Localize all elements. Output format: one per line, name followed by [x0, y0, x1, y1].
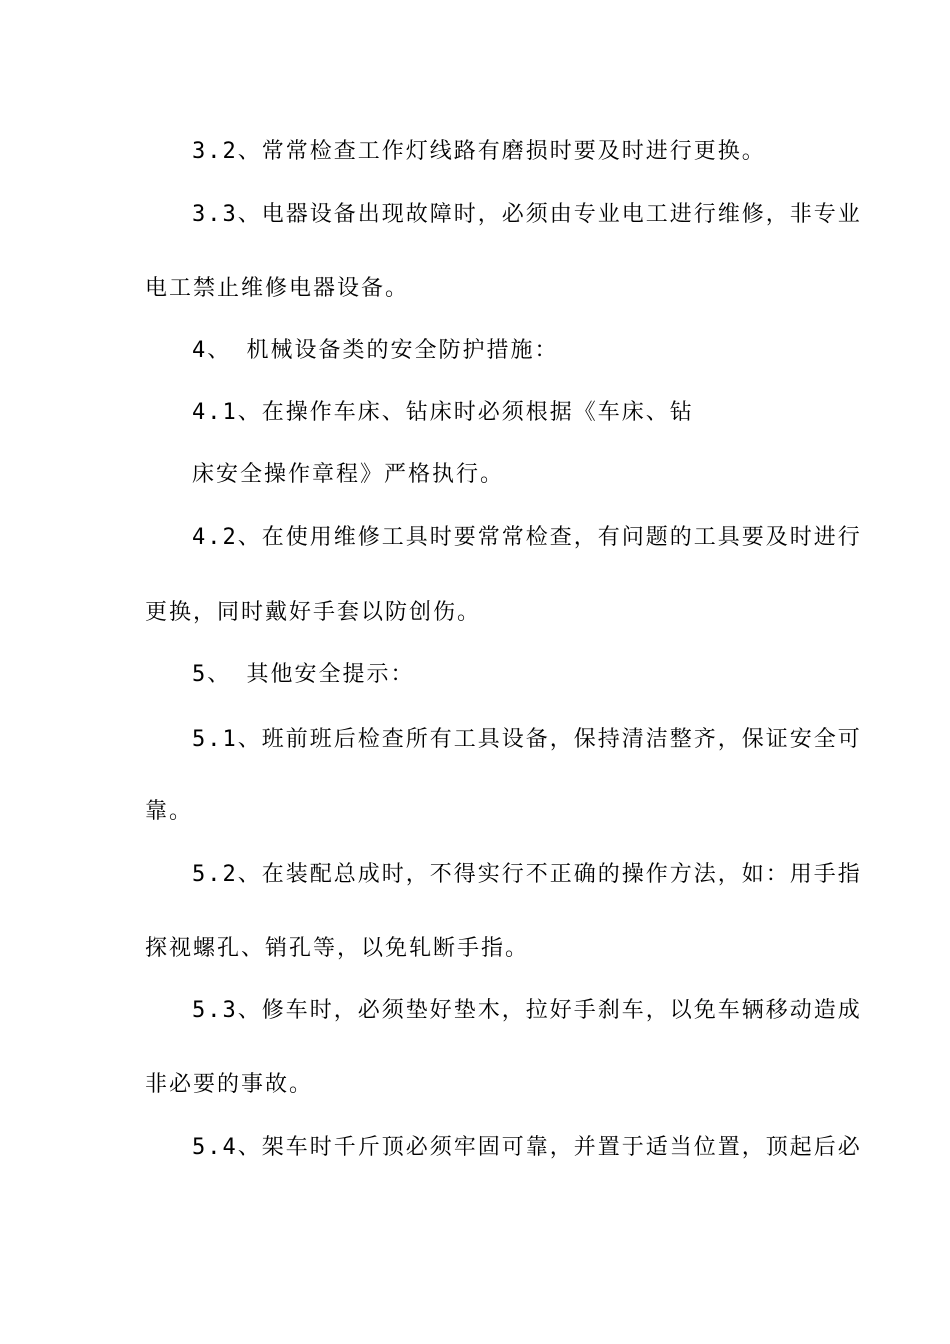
text-line: 5.3、修车时，必须垫好垫木，拉好手刹车，以免车辆移动造成 — [192, 998, 862, 1023]
text-line: 靠。 — [145, 799, 194, 824]
text-line: 电工禁止维修电器设备。 — [145, 276, 410, 301]
text-line: 非必要的事故。 — [145, 1072, 314, 1097]
text-line: 5.1、班前班后检查所有工具设备，保持清洁整齐，保证安全可 — [192, 727, 862, 752]
text-line: 床安全操作章程》严格执行。 — [192, 462, 505, 487]
text-line: 5.2、在装配总成时，不得实行不正确的操作方法，如：用手指 — [192, 862, 862, 887]
text-line: 3.3、电器设备出现故障时，必须由专业电工进行维修，非专业 — [192, 202, 862, 227]
text-line: 3.2、常常检查工作灯线路有磨损时要及时进行更换。 — [192, 139, 766, 164]
text-line: 探视螺孔、销孔等，以免轧断手指。 — [145, 936, 530, 961]
text-line: 5.4、架车时千斤顶必须牢固可靠，并置于适当位置，顶起后必 — [192, 1135, 862, 1160]
text-line: 4.1、在操作车床、钻床时必须根据《车床、钻 — [192, 400, 694, 425]
text-line: 更换，同时戴好手套以防创伤。 — [145, 600, 482, 625]
section-heading: 4、 机械设备类的安全防护措施： — [192, 338, 559, 363]
text-line: 4.2、在使用维修工具时要常常检查，有问题的工具要及时进行 — [192, 525, 862, 550]
section-heading: 5、 其他安全提示： — [192, 662, 415, 687]
